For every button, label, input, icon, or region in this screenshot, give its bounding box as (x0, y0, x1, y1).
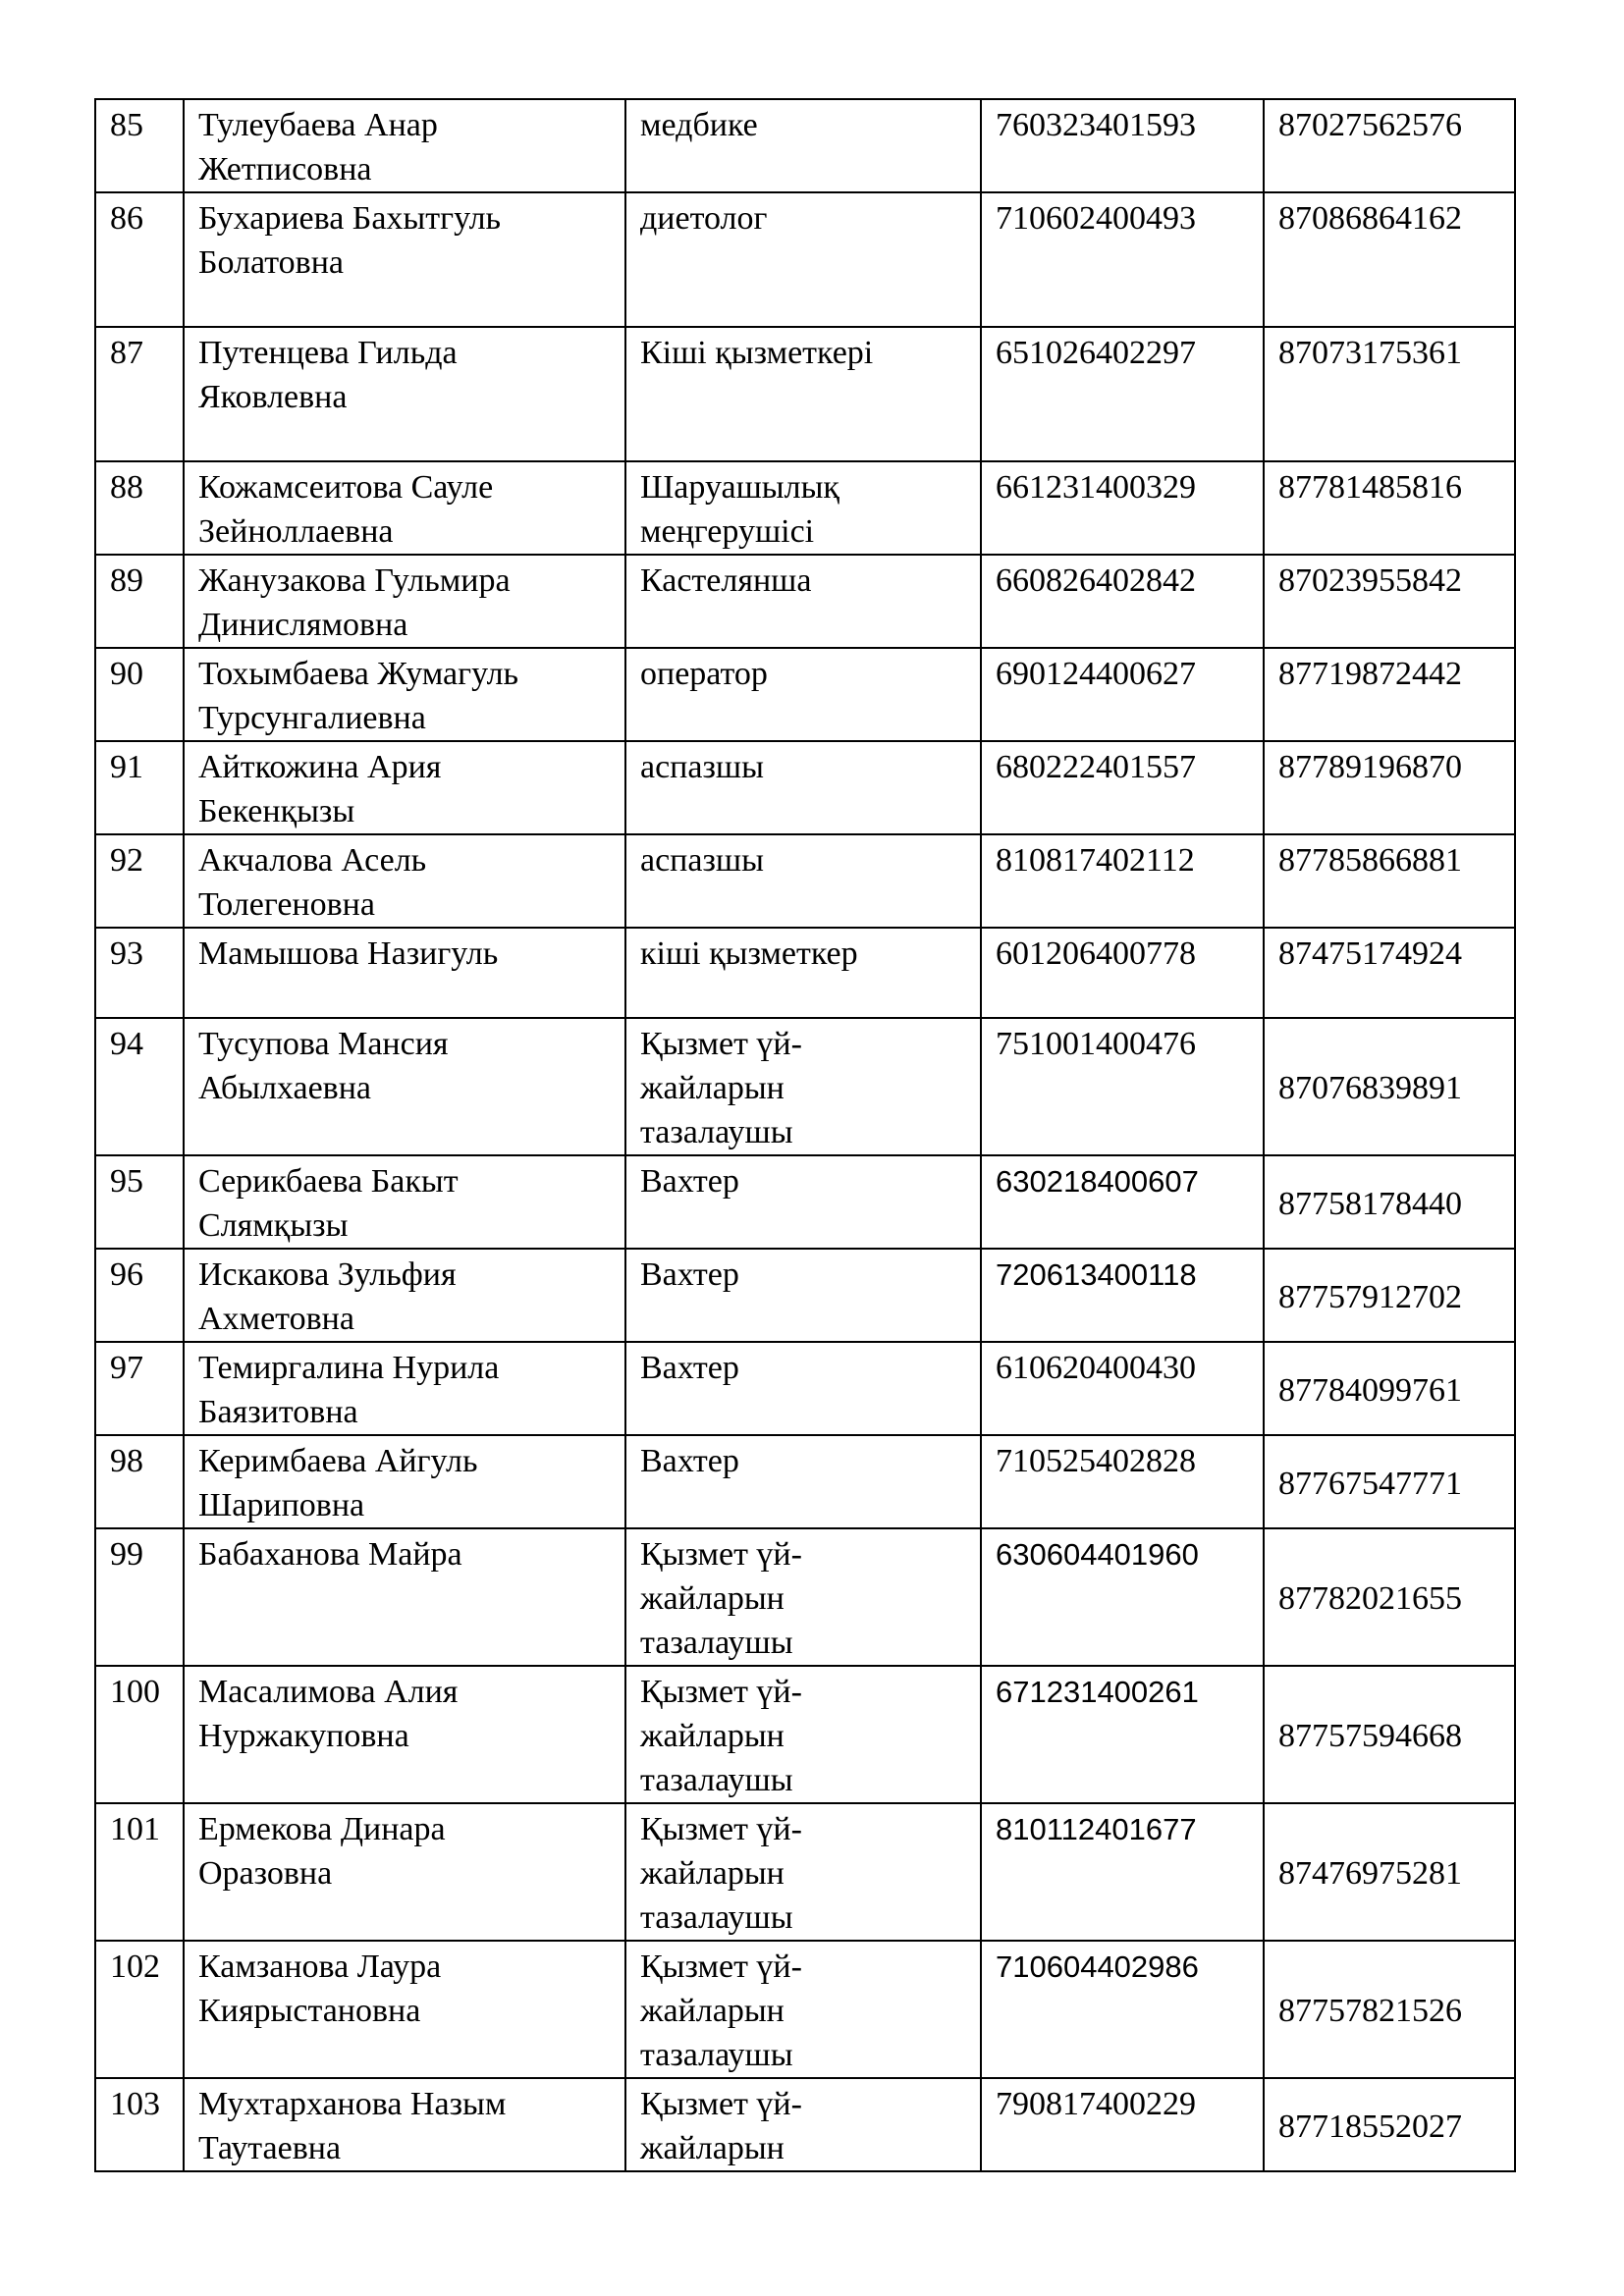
employee-name: Тулеубаева Анар Жетписовна (184, 99, 625, 192)
table-row (95, 1803, 1515, 1941)
employee-name: Айткожина Ария Бекенқызы (184, 741, 625, 834)
row-number: 97 (95, 1342, 184, 1435)
row-number: 88 (95, 461, 184, 555)
employee-name: Жанузакова Гульмира Динислямовна (184, 555, 625, 648)
employee-iin: 810112401677 (981, 1803, 1264, 1941)
employee-name: Масалимова Алия Нуржакуповна (184, 1666, 625, 1803)
employee-phone: 87027562576 (1264, 99, 1515, 192)
table-row (95, 1018, 1515, 1155)
table-row (95, 1249, 1515, 1342)
employee-name: Керимбаева Айгуль Шариповна (184, 1435, 625, 1528)
employee-name: Кожамсеитова Сауле Зейноллаевна (184, 461, 625, 555)
employee-iin: 680222401557 (981, 741, 1264, 834)
row-number: 101 (95, 1803, 184, 1941)
employee-name: Акчалова Асель Толегеновна (184, 834, 625, 928)
table-row (95, 1155, 1515, 1249)
employee-iin: 610620400430 (981, 1342, 1264, 1435)
table-row (95, 2078, 1515, 2171)
employee-name: Путенцева Гильда Яковлевна (184, 327, 625, 461)
employee-iin: 651026402297 (981, 327, 1264, 461)
employee-phone: 87758178440 (1264, 1155, 1515, 1249)
employee-iin: 671231400261 (981, 1666, 1264, 1803)
table-row (95, 1528, 1515, 1666)
table-row (95, 648, 1515, 741)
row-number: 87 (95, 327, 184, 461)
employee-phone: 87781485816 (1264, 461, 1515, 555)
table-row (95, 555, 1515, 648)
employee-position: оператор (625, 648, 981, 741)
employee-position: аспазшы (625, 741, 981, 834)
employee-phone: 87757594668 (1264, 1666, 1515, 1803)
employee-phone: 87785866881 (1264, 834, 1515, 928)
row-number: 91 (95, 741, 184, 834)
employee-position: диетолог (625, 192, 981, 327)
employee-position: медбике (625, 99, 981, 192)
employee-position: аспазшы (625, 834, 981, 928)
employee-iin: 790817400229 (981, 2078, 1264, 2171)
employee-position: Вахтер (625, 1155, 981, 1249)
employee-iin: 751001400476 (981, 1018, 1264, 1155)
employee-iin: 810817402112 (981, 834, 1264, 928)
employee-position: Қызмет үй- жайларын тазалаушы (625, 1528, 981, 1666)
employee-name: Серикбаева Бакыт Слямқызы (184, 1155, 625, 1249)
table-row (95, 741, 1515, 834)
employee-iin: 661231400329 (981, 461, 1264, 555)
row-number: 85 (95, 99, 184, 192)
employee-name: Ермекова Динара Оразовна (184, 1803, 625, 1941)
employee-position: Қызмет үй- жайларын тазалаушы (625, 1941, 981, 2078)
employee-position: Вахтер (625, 1249, 981, 1342)
employee-name: Бабаханова Майра (184, 1528, 625, 1666)
employee-phone: 87784099761 (1264, 1342, 1515, 1435)
employee-phone: 87767547771 (1264, 1435, 1515, 1528)
employee-iin: 710602400493 (981, 192, 1264, 327)
employee-phone: 87719872442 (1264, 648, 1515, 741)
employee-position: Шаруашылық меңгерушісі (625, 461, 981, 555)
table-row (95, 834, 1515, 928)
table-row (95, 1435, 1515, 1528)
row-number: 92 (95, 834, 184, 928)
employee-phone: 87073175361 (1264, 327, 1515, 461)
employee-name: Тусупова Мансия Абылхаевна (184, 1018, 625, 1155)
employee-phone: 87789196870 (1264, 741, 1515, 834)
employee-name: Бухариева Бахытгуль Болатовна (184, 192, 625, 327)
employee-iin: 690124400627 (981, 648, 1264, 741)
employee-phone: 87076839891 (1264, 1018, 1515, 1155)
table-row (95, 461, 1515, 555)
employee-iin: 601206400778 (981, 928, 1264, 1018)
table-row (95, 327, 1515, 461)
employee-position: кіші қызметкер (625, 928, 981, 1018)
row-number: 94 (95, 1018, 184, 1155)
row-number: 93 (95, 928, 184, 1018)
employee-iin: 710525402828 (981, 1435, 1264, 1528)
row-number: 89 (95, 555, 184, 648)
row-number: 90 (95, 648, 184, 741)
employee-position: Вахтер (625, 1342, 981, 1435)
row-number: 103 (95, 2078, 184, 2171)
employee-name: Мухтарханова Назым Таутаевна (184, 2078, 625, 2171)
row-number: 102 (95, 1941, 184, 2078)
employee-name: Мамышова Назигуль (184, 928, 625, 1018)
row-number: 100 (95, 1666, 184, 1803)
table-row (95, 1342, 1515, 1435)
employee-position: Қызмет үй- жайларын (625, 2078, 981, 2171)
staff-table (94, 98, 1516, 2172)
employee-iin: 710604402986 (981, 1941, 1264, 2078)
employee-position: Кастелянша (625, 555, 981, 648)
employee-phone: 87757912702 (1264, 1249, 1515, 1342)
employee-iin: 630218400607 (981, 1155, 1264, 1249)
employee-phone: 87757821526 (1264, 1941, 1515, 2078)
employee-position: Кіші қызметкері (625, 327, 981, 461)
row-number: 98 (95, 1435, 184, 1528)
employee-phone: 87718552027 (1264, 2078, 1515, 2171)
table-row (95, 192, 1515, 327)
employee-phone: 87476975281 (1264, 1803, 1515, 1941)
employee-phone: 87782021655 (1264, 1528, 1515, 1666)
employee-phone: 87023955842 (1264, 555, 1515, 648)
row-number: 99 (95, 1528, 184, 1666)
employee-iin: 760323401593 (981, 99, 1264, 192)
employee-phone: 87475174924 (1264, 928, 1515, 1018)
employee-iin: 660826402842 (981, 555, 1264, 648)
employee-phone: 87086864162 (1264, 192, 1515, 327)
employee-name: Камзанова Лаура Киярыстановна (184, 1941, 625, 2078)
row-number: 86 (95, 192, 184, 327)
employee-position: Қызмет үй- жайларын тазалаушы (625, 1666, 981, 1803)
table-row (95, 1941, 1515, 2078)
table-row (95, 928, 1515, 1018)
table-row (95, 99, 1515, 192)
employee-position: Қызмет үй- жайларын тазалаушы (625, 1803, 981, 1941)
employee-name: Темиргалина Нурила Баязитовна (184, 1342, 625, 1435)
employee-name: Искакова Зульфия Ахметовна (184, 1249, 625, 1342)
table-row (95, 1666, 1515, 1803)
employee-position: Вахтер (625, 1435, 981, 1528)
employee-iin: 720613400118 (981, 1249, 1264, 1342)
employee-position: Қызмет үй- жайларын тазалаушы (625, 1018, 981, 1155)
row-number: 95 (95, 1155, 184, 1249)
employee-name: Тохымбаева Жумагуль Турсунгалиевна (184, 648, 625, 741)
row-number: 96 (95, 1249, 184, 1342)
employee-iin: 630604401960 (981, 1528, 1264, 1666)
